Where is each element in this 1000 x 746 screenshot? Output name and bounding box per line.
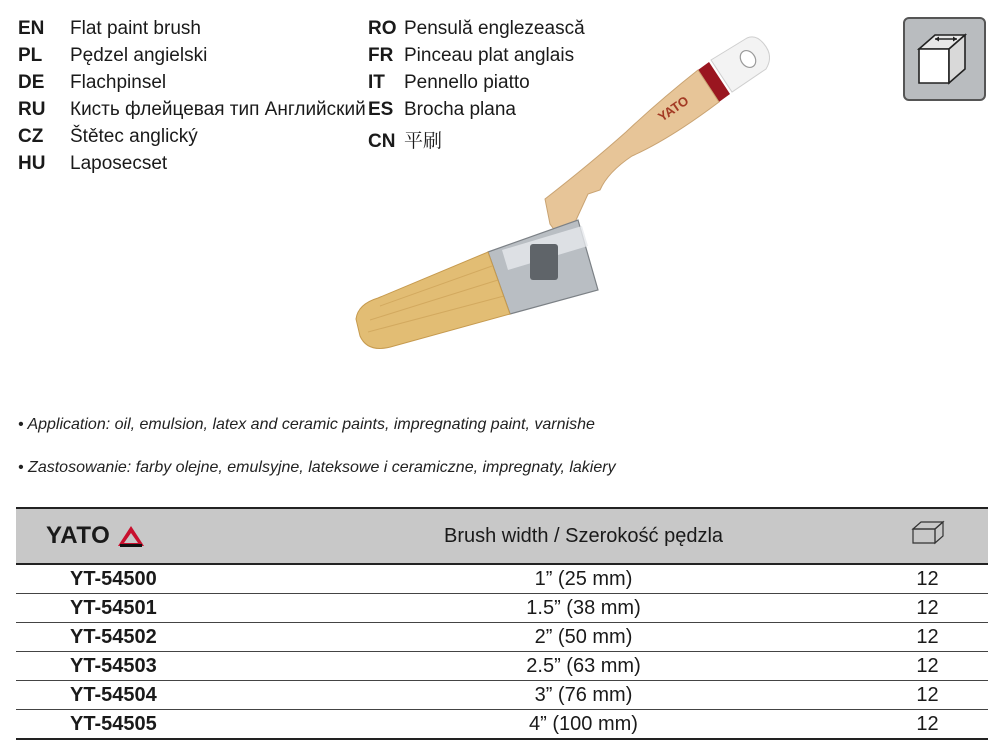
product-code: YT-54500 [16,564,320,594]
language-name: Pennello piatto [404,72,530,93]
language-name: Flat paint brush [70,18,201,39]
brush-width: 2.5” (63 mm) [320,652,847,681]
pack-quantity: 12 [847,623,988,652]
language-row [0,153,366,180]
brush-width-header: Brush width / Szerokość pędzla [320,508,847,564]
language-name: Кисть флейцевая тип Английский [70,99,366,120]
table-row [16,564,988,594]
language-code: PL [18,45,43,66]
product-code: YT-54505 [16,710,320,740]
package-box-icon [903,17,986,101]
table-header-row [16,508,988,564]
language-row [0,45,366,72]
quantity-header-cell [847,508,988,564]
language-name: Pinceau plat anglais [404,45,575,66]
application-text-en: • Application: oil, emulsion, latex and ceramic paints, impregnating paint, varnishe [18,416,595,433]
language-name: Brocha plana [404,99,516,120]
yato-logo [46,522,319,550]
package-box-icon [907,519,947,547]
pack-quantity: 12 [847,652,988,681]
table-row [16,652,988,681]
table-row [16,623,988,652]
handle-brand-text: YATO [655,92,692,125]
language-list-left [0,18,366,180]
language-code: DE [18,72,45,93]
language-name: 平刷 [404,131,443,152]
pack-quantity: 12 [847,681,988,710]
table-row [16,710,988,740]
language-code: RU [18,99,46,120]
yato-warning-triangle-icon [116,524,146,548]
paint-brush-image [350,14,770,394]
brush-width: 1” (25 mm) [320,564,847,594]
language-code: CZ [18,126,44,147]
product-code: YT-54504 [16,681,320,710]
table-row [16,681,988,710]
language-name: Pensulă englezească [404,18,585,39]
language-code: EN [18,18,45,39]
product-code: YT-54502 [16,623,320,652]
language-code: ES [368,99,394,120]
language-code: RO [368,18,397,39]
language-name: Flachpinsel [70,72,167,93]
pack-quantity: 12 [847,710,988,740]
brand-header-cell [16,508,320,564]
product-table [16,507,988,740]
table-row [16,594,988,623]
product-code: YT-54501 [16,594,320,623]
language-code: CN [368,131,396,152]
language-code: HU [18,153,46,174]
language-code: IT [368,72,385,93]
language-row [0,72,366,99]
language-row [0,99,366,126]
brush-width: 4” (100 mm) [320,710,847,740]
language-row [0,18,366,45]
brush-width: 3” (76 mm) [320,681,847,710]
pack-quantity: 12 [847,594,988,623]
brush-width: 2” (50 mm) [320,623,847,652]
language-name: Štětec anglický [70,126,198,147]
language-code: FR [368,45,394,66]
language-name: Laposecset [70,153,168,174]
language-row [0,126,366,153]
pack-quantity: 12 [847,564,988,594]
brand-text: YATO [46,522,111,549]
application-text-pl: • Zastosowanie: farby olejne, emulsyjne, lateksowe i ceramiczne, impregnaty, lakiery [18,459,616,476]
brush-width: 1.5” (38 mm) [320,594,847,623]
language-name: Pędzel angielski [70,45,208,66]
product-code: YT-54503 [16,652,320,681]
